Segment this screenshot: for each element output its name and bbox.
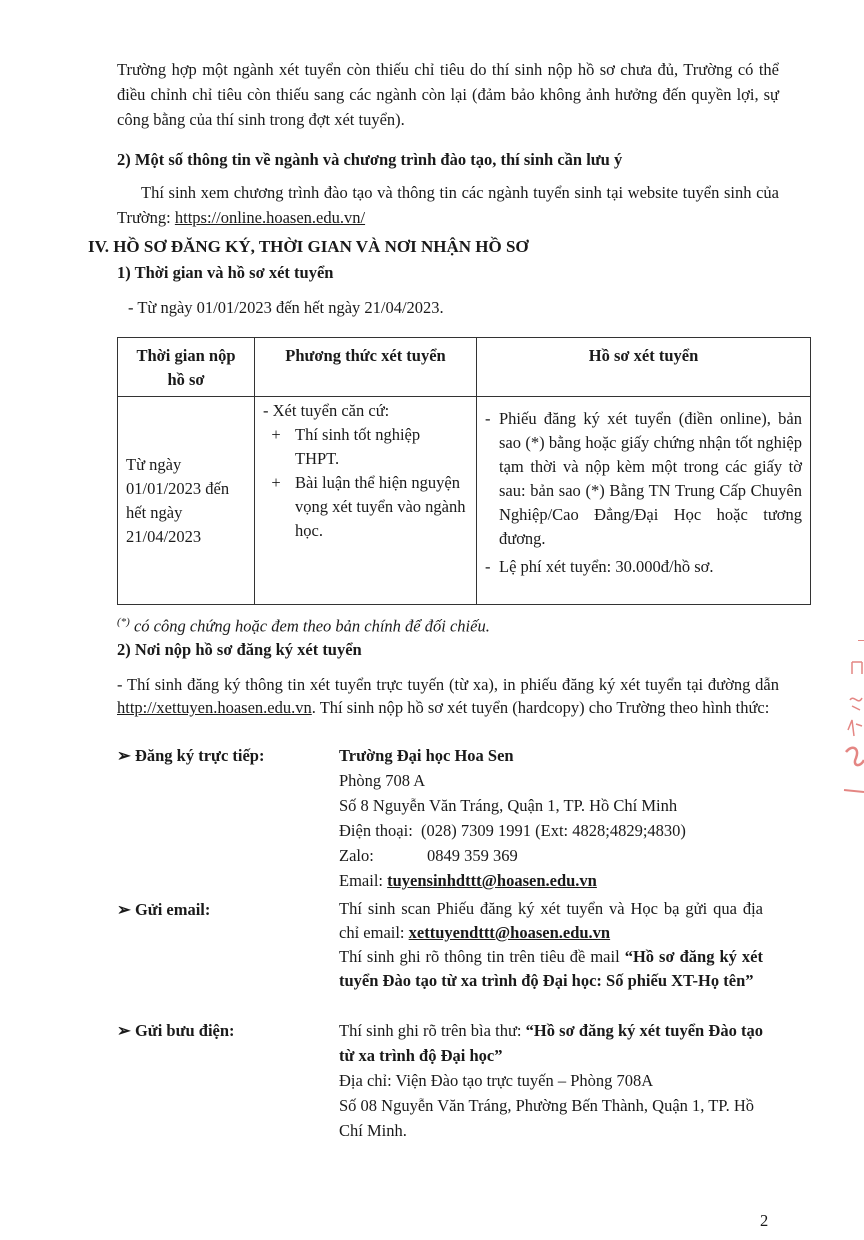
zalo-value: 0849 359 369 (427, 846, 518, 865)
post-addr2: Số 08 Nguyễn Văn Tráng, Phường Bến Thành, Quận 1, TP. Hồ Chí Minh. (339, 1096, 755, 1140)
period-text: - Từ ngày 01/01/2023 đến hết ngày 21/04/2023. (128, 298, 444, 317)
direct-block (339, 743, 779, 893)
xettuyen-link[interactable]: http://xettuyen.hoasen.edu.vn (117, 698, 312, 717)
cell-method (255, 397, 477, 605)
footnote-mark: (*) (117, 616, 130, 628)
cell-docs (477, 397, 811, 605)
header-time: Thời gian nộp hồ sơ (118, 338, 255, 397)
direct-zalo-row (339, 843, 779, 868)
post-line1-text: Thí sinh ghi rõ trên bìa thư: (339, 1021, 526, 1040)
direct-label-row (117, 743, 264, 768)
docs-item-text: Phiếu đăng ký xét tuyển (điền online), bản sao (*) bằng hoặc giấy chứng nhận tốt nghiệp tạm thời và nộp kèm một trong các giấy tờ sau: bản sao (*) Bằng TN Trung Cấp Chuyên Nghiệp/Cao Đẳng/Đại Học hoặc tương đương. (499, 409, 802, 548)
email-line1 (339, 897, 763, 945)
direct-room: Phòng 708 A (339, 771, 426, 790)
zalo-label: Zalo: (339, 846, 374, 865)
time-value: Từ ngày 01/01/2023 đến hết ngày 21/04/2023 (126, 454, 230, 546)
phone-label: Điện thoại: (339, 821, 413, 840)
docs-item (485, 555, 802, 579)
post-label-row (117, 1018, 235, 1043)
email-line2-text: Thí sinh ghi rõ thông tin trên tiêu đề mail (339, 947, 625, 966)
table-header-row (118, 338, 811, 397)
section-iv-sub1: 1) Thời gian và hồ sơ xét tuyển (117, 263, 334, 282)
docs-item (485, 407, 802, 551)
section-iv-heading: IV. HỒ SƠ ĐĂNG KÝ, THỜI GIAN VÀ NƠI NHẬN HỒ SƠ (88, 237, 529, 256)
method-item-text: Bài luận thể hiện nguyện vọng xét tuyển vào ngành học. (295, 473, 466, 540)
footnote (117, 610, 490, 639)
arrow-icon: ➢ (117, 746, 135, 765)
direct-phone-row (339, 818, 779, 843)
post-addr1: Địa chỉ: Viện Đào tạo trực tuyến – Phòng 708A (339, 1071, 654, 1090)
page-number: 2 (760, 1211, 769, 1230)
email-block (339, 897, 763, 993)
section-place-heading: 2) Nơi nộp hồ sơ đăng ký xét tuyển (117, 640, 362, 659)
email-label: Email: (339, 871, 388, 890)
dash-icon: - (485, 557, 491, 576)
section-place-text (117, 673, 779, 719)
arrow-icon: ➢ (117, 900, 135, 919)
direct-address: Số 8 Nguyễn Văn Tráng, Quận 1, TP. Hồ Chí Minh (339, 796, 678, 815)
post-method-label: Gửi bưu điện: (134, 1021, 235, 1040)
post-cover: “Hồ sơ đăng ký xét tuyển Đào tạo từ xa trình độ Đại học” (339, 1021, 763, 1065)
plus-icon: + (271, 473, 281, 492)
website-link[interactable]: https://online.hoasen.edu.vn/ (174, 208, 366, 227)
cell-time (118, 397, 255, 605)
stamp-svg (838, 640, 864, 800)
docs-item-text: Lệ phí xét tuyển: 30.000đ/hồ sơ. (499, 557, 714, 576)
admission-table (117, 337, 811, 605)
place-text-before: - Thí sinh đăng ký thông tin xét tuyển trực tuyến (từ xa), in phiếu đăng ký xét tuyển tại đường dẫn (117, 675, 779, 694)
stamp-mark-icon (838, 640, 864, 800)
direct-label: Đăng ký trực tiếp: (134, 746, 265, 765)
direct-email-link[interactable]: tuyensinhdttt@hoasen.edu.vn (387, 871, 597, 890)
email-line2 (339, 945, 763, 993)
section-2-text (117, 180, 779, 230)
arrow-icon: ➢ (117, 1021, 135, 1040)
header-docs: Hồ sơ xét tuyển (477, 338, 811, 397)
dash-icon: - (485, 409, 491, 428)
direct-org: Trường Đại học Hoa Sen (339, 746, 514, 765)
method-intro: - Xét tuyển căn cứ: (263, 401, 390, 420)
footnote-text: có công chứng hoặc đem theo bản chính để đối chiếu. (129, 616, 490, 636)
header-method: Phương thức xét tuyển (255, 338, 477, 397)
email-subject: “Hồ sơ đăng ký xét tuyển Đào tạo từ xa trình độ Đại học: Số phiếu XT-Họ tên” (339, 947, 764, 990)
method-item-text: Thí sinh tốt nghiệp THPT. (295, 425, 421, 468)
post-line1 (339, 1018, 763, 1068)
post-block (339, 1018, 763, 1143)
plus-icon: + (271, 425, 281, 444)
method-item (263, 471, 468, 543)
intro-paragraph: Trường hợp một ngành xét tuyển còn thiếu chỉ tiêu do thí sinh nộp hồ sơ chưa đủ, Trường có thể điều chỉnh chỉ tiêu còn thiếu sang các ngành còn lại (đảm bảo không ảnh hưởng đến quyền lợi, sự công bằng của thí sinh trong đợt xét tuyển). (117, 60, 779, 129)
table-row (118, 397, 811, 605)
section-2-heading: 2) Một số thông tin về ngành và chương trình đào tạo, thí sinh cần lưu ý (117, 150, 623, 169)
email-line1-text: Thí sinh scan Phiếu đăng ký xét tuyển và Học bạ gửi qua địa chỉ email: (339, 899, 763, 942)
direct-email-row (339, 868, 779, 893)
email-label-row (117, 897, 210, 922)
method-item (263, 423, 468, 471)
email-method-label: Gửi email: (134, 900, 211, 919)
phone-value: (028) 7309 1991 (Ext: 4828;4829;4830) (421, 821, 686, 840)
section-2-body: Thí sinh xem chương trình đào tạo và thông tin các ngành tuyển sinh tại website tuyển sinh của Trường: (117, 183, 779, 227)
xettuyen-email-link[interactable]: xettuyendttt@hoasen.edu.vn (408, 923, 611, 942)
place-text-after: . Thí sinh nộp hồ sơ xét tuyển (hardcopy) cho Trường theo hình thức: (311, 698, 770, 717)
